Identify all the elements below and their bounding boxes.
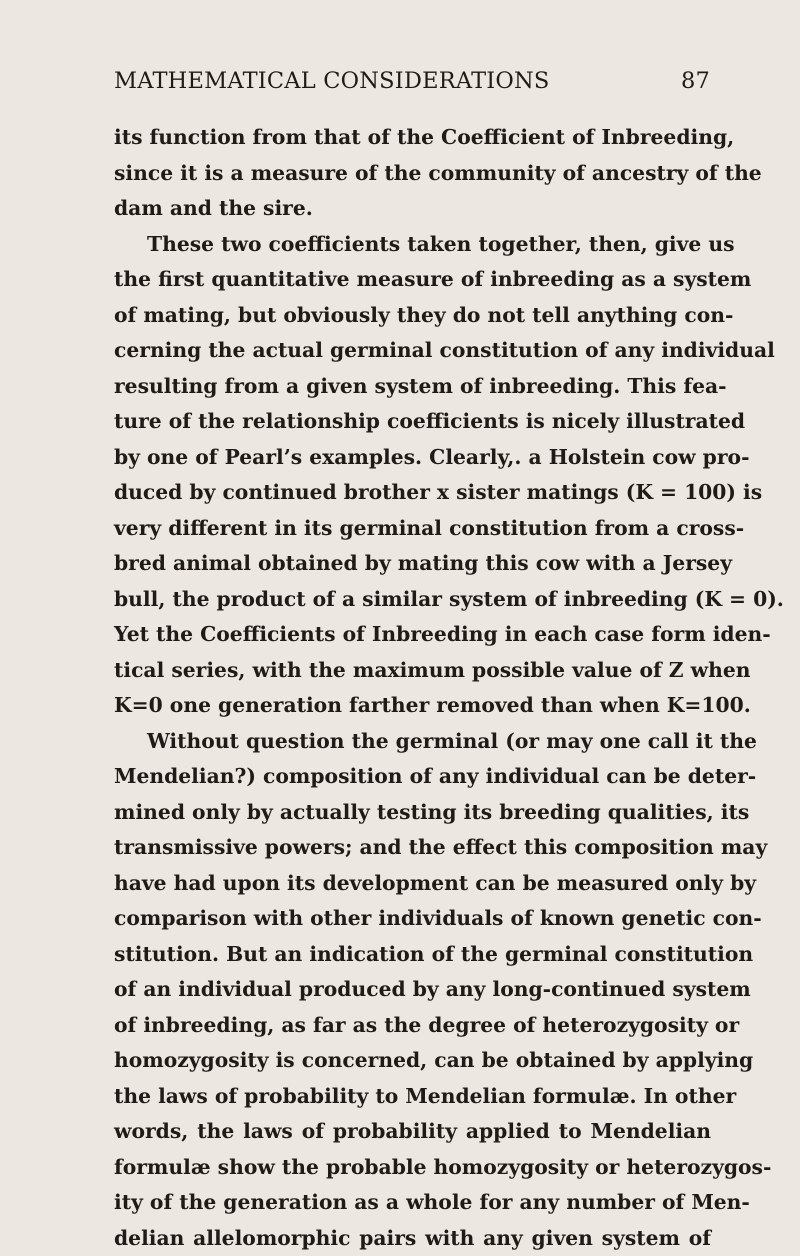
text-line: dam and the sire. (114, 191, 711, 227)
running-header (114, 68, 710, 108)
text-line: mined only by actually testing its breeding qualities, its (114, 795, 711, 831)
text-line: have had upon its development can be measured only by (114, 866, 711, 902)
text-line: of an individual produced by any long-continued system (114, 972, 711, 1008)
text-line: These two coefficients taken together, then, give us (114, 227, 711, 263)
text-line: delian allelomorphic pairs with any given system of (114, 1221, 711, 1256)
page-number: 87 (681, 68, 710, 94)
text-line: the first quantitative measure of inbreeding as a system (114, 262, 711, 298)
body-text (114, 120, 711, 1256)
text-line: duced by continued brother x sister matings (K = 100) is (114, 475, 711, 511)
text-line: homozygosity is concerned, can be obtained by applying (114, 1043, 711, 1079)
text-line: tical series, with the maximum possible value of Z when (114, 653, 711, 689)
text-line: bred animal obtained by mating this cow with a Jersey (114, 546, 711, 582)
text-line: Yet the Coefficients of Inbreeding in each case form iden- (114, 617, 711, 653)
text-line: transmissive powers; and the effect this composition may (114, 830, 711, 866)
text-line: very different in its germinal constitution from a cross- (114, 511, 711, 547)
text-line: Without question the germinal (or may one call it the (114, 724, 711, 760)
running-head-title: MATHEMATICAL CONSIDERATIONS (114, 68, 550, 94)
text-line: formulæ show the probable homozygosity or heterozygos- (114, 1150, 711, 1186)
text-line: cerning the actual germinal constitution of any individual (114, 333, 711, 369)
text-line: ity of the generation as a whole for any number of Men- (114, 1185, 711, 1221)
text-line: comparison with other individuals of known genetic con- (114, 901, 711, 937)
text-line: Mendelian?) composition of any individual can be deter- (114, 759, 711, 795)
text-line: by one of Pearl’s examples. Clearly,. a Holstein cow pro- (114, 440, 711, 476)
text-line: of inbreeding, as far as the degree of heterozygosity or (114, 1008, 711, 1044)
text-line: of mating, but obviously they do not tell anything con- (114, 298, 711, 334)
text-line: its function from that of the Coefficient of Inbreeding, (114, 120, 711, 156)
text-line: the laws of probability to Mendelian formulæ. In other (114, 1079, 711, 1115)
text-line: words, the laws of probability applied to Mendelian (114, 1114, 711, 1150)
text-line: stitution. But an indication of the germinal constitution (114, 937, 711, 973)
text-line: bull, the product of a similar system of inbreeding (K = 0). (114, 582, 711, 618)
text-line: ture of the relationship coefficients is nicely illustrated (114, 404, 711, 440)
text-line: since it is a measure of the community of ancestry of the (114, 156, 711, 192)
text-line: resulting from a given system of inbreeding. This fea- (114, 369, 711, 405)
text-line: K=0 one generation farther removed than when K=100. (114, 688, 711, 724)
